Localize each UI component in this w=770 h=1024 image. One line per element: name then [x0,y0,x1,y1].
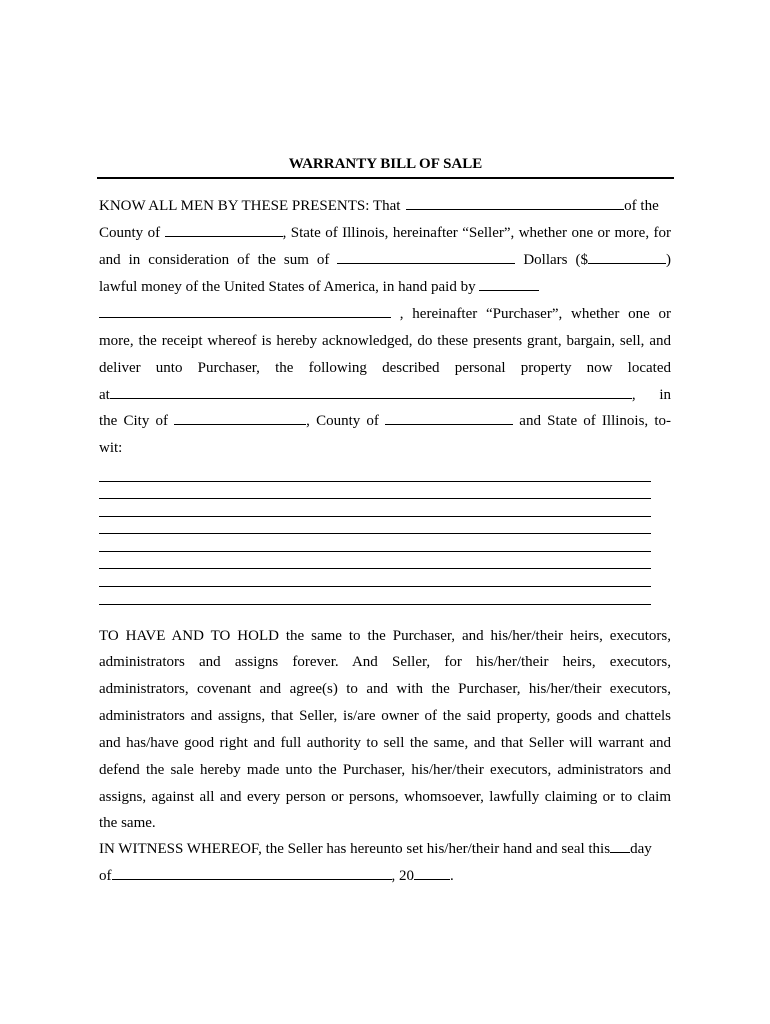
intro-l9-text-b: , County of [306,413,379,429]
intro-l8-text-c: in [659,387,671,403]
intro-l1-text-a: KNOW ALL MEN BY THESE PRESENTS: That [99,198,401,214]
habendum-line-2: administrators and assigns forever. And Seller, for his/her/their heirs, executors, [99,654,671,670]
witness-l2-text-c: . [450,868,454,884]
intro-l3-text-d: ) [666,252,671,268]
intro-l2-text-a: County of [99,225,161,241]
intro-line-1 [99,196,671,216]
city-field[interactable] [174,411,306,425]
witness-l1-text-b: day [630,841,652,857]
intro-l3-text-b: Dollars [523,252,568,268]
property-description-line[interactable] [99,516,651,517]
month-field[interactable] [112,866,392,880]
intro-l1-text-b: of the [624,198,659,214]
witness-l2-text-a: of [99,868,112,884]
year-field[interactable] [414,866,450,880]
property-description-line[interactable] [99,551,651,552]
purchaser-name-field[interactable] [99,304,391,318]
habendum-line-1: TO HAVE AND TO HOLD the same to the Purchaser, and his/her/their heirs, executors, [99,628,671,644]
property-description-line[interactable] [99,568,651,569]
property-description-line[interactable] [99,498,651,499]
sum-words-field[interactable] [337,250,515,264]
property-description-line[interactable] [99,481,651,482]
property-location-field[interactable] [110,385,632,399]
intro-line-8 [99,385,671,405]
intro-line-2 [99,223,671,243]
habendum-l3-text-b: executors, [609,681,671,697]
intro-line-4 [99,277,671,297]
intro-l5-text-a: , hereinafter “Purchaser”, whether one or [399,306,672,322]
page-title: WARRANTY BILL OF SALE [288,156,483,172]
seller-county-field[interactable] [165,223,283,237]
habendum-line-7: assigns, against all and every person or persons, whomsoever, lawfully claiming or to claim [99,789,671,805]
intro-l4-text-a: lawful money of the United States of America, in hand paid by [99,279,476,295]
habendum-line-4: administrators and assigns, that Seller, is/are owner of the said property, goods and chattels [99,708,671,724]
intro-line-7: deliver unto Purchaser, the following described personal property now located [99,360,671,376]
witness-l2-text-b: , 20 [391,868,414,884]
intro-line-3 [99,250,671,270]
county-field[interactable] [385,411,513,425]
intro-l2-text-b: , State of Illinois, hereinafter “Seller”, whether one or more, for [282,225,671,241]
paid-by-field[interactable] [479,277,539,291]
sum-amount-field[interactable] [588,250,666,264]
habendum-line-5: and has/have good right and full authority to sell the same, and that Seller will warrant and [99,735,671,751]
witness-line-1 [99,839,671,859]
day-field[interactable] [610,839,630,853]
witness-line-2 [99,866,671,886]
intro-l8-text-b: , [631,387,636,403]
intro-l3-text-a: and in consideration of the sum of [99,252,330,268]
intro-line-10: wit: [99,440,123,456]
habendum-l3-text-a: administrators, covenant and agree(s) to and with the Purchaser, his/her/their [99,681,602,697]
habendum-line-6: defend the sale hereby made unto the Purchaser, his/her/their executors, administrators and [99,762,671,778]
intro-line-6: more, the receipt whereof is hereby acknowledged, do these presents grant, bargain, sell, and [99,333,671,349]
habendum-line-8: the same. [99,815,156,831]
intro-l9-text-c: and State of Illinois, to- [519,413,672,429]
intro-l9-text-a: the City of [99,413,168,429]
intro-l8-text-a: at [99,387,110,403]
title-rule [97,177,674,179]
seller-name-field[interactable] [406,196,624,210]
witness-l1-text-a: IN WITNESS WHEREOF, the Seller has hereunto set his/her/their hand and seal this [99,841,611,857]
property-description-line[interactable] [99,586,651,587]
intro-l3-text-c: ($ [575,252,588,268]
property-description-line[interactable] [99,604,651,605]
intro-line-9 [99,411,671,431]
property-description-line[interactable] [99,533,651,534]
habendum-line-3 [99,679,671,699]
intro-line-5 [99,304,671,324]
